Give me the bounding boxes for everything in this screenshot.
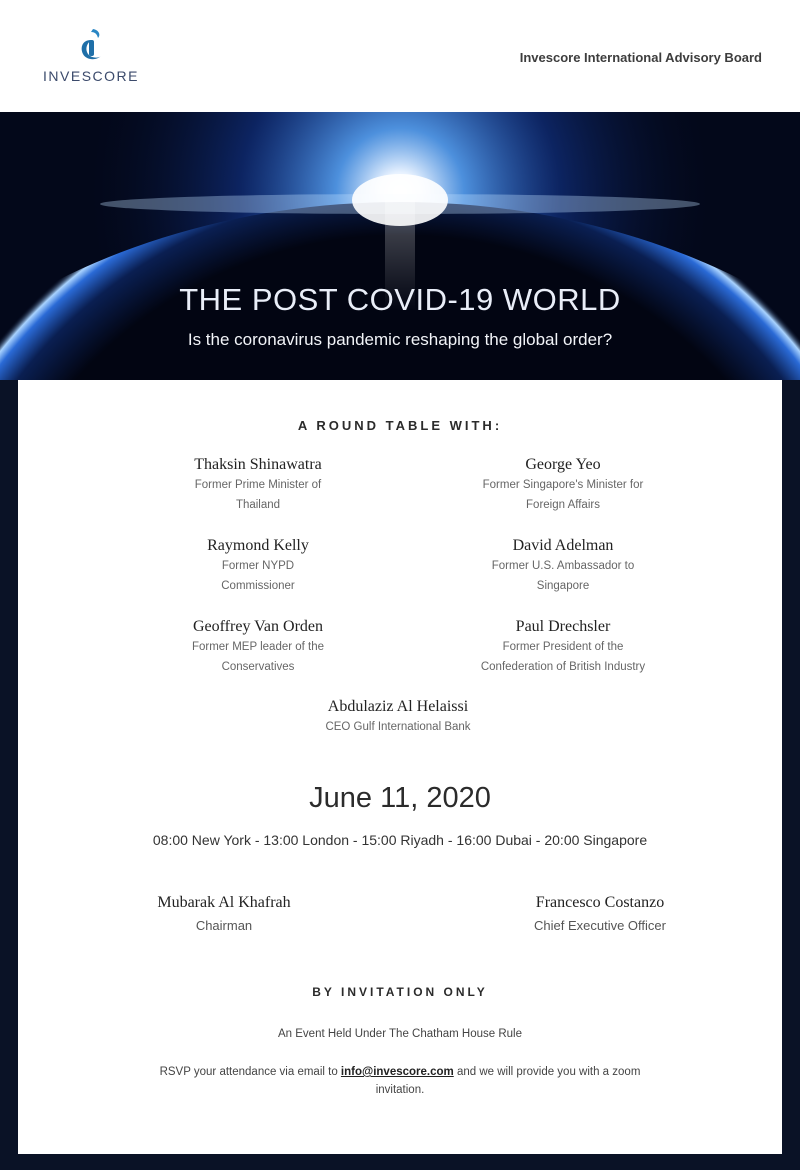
- host-name: Francesco Costanzo: [535, 894, 665, 911]
- event-subtitle: Is the coronavirus pandemic reshaping the global order?: [187, 330, 613, 349]
- speaker-role: Singapore: [536, 580, 590, 592]
- invitation-only-label: BY INVITATION ONLY: [312, 985, 488, 999]
- speaker-card: [258, 698, 538, 737]
- rsvp-email-link[interactable]: info@invescore.com: [340, 1066, 454, 1078]
- speaker-role: Foreign Affairs: [526, 499, 600, 511]
- logo-wordmark: INVESCORE: [43, 68, 139, 84]
- invitation-panel: [18, 380, 782, 1154]
- page-header: [0, 0, 800, 112]
- host-role: Chief Executive Officer: [534, 918, 666, 933]
- event-times: 08:00 New York - 13:00 London - 15:00 Riyadh - 16:00 Dubai - 20:00 Singapore: [152, 832, 648, 848]
- host-card: [490, 894, 710, 933]
- speaker-name: Geoffrey Van Orden: [192, 618, 324, 635]
- speaker-card: [118, 618, 398, 677]
- speaker-name: Abdulaziz Al Helaissi: [327, 698, 469, 715]
- speaker-card: [423, 537, 703, 596]
- round-table-heading: A ROUND TABLE WITH:: [297, 418, 503, 433]
- speaker-role: Confederation of British Industry: [480, 661, 646, 673]
- rsvp-text: and we will provide you with a zoom invitation.: [375, 1066, 641, 1096]
- hero-banner: [0, 112, 800, 380]
- speaker-card: [423, 456, 703, 515]
- speaker-name: Paul Drechsler: [515, 618, 611, 635]
- rsvp-note: [158, 1063, 642, 1099]
- chatham-house-note: An Event Held Under The Chatham House Rule: [278, 1028, 522, 1040]
- speaker-name: George Yeo: [525, 456, 601, 473]
- speaker-role: Former MEP leader of the: [191, 641, 325, 653]
- rsvp-text: RSVP your attendance via email to: [159, 1066, 341, 1078]
- host-card: [114, 894, 334, 933]
- header-title: Invescore International Advisory Board: [519, 50, 762, 65]
- speaker-role: Former Prime Minister of: [194, 479, 322, 491]
- speaker-role: Former Singapore's Minister for: [482, 479, 644, 491]
- host-role: Chairman: [195, 918, 253, 933]
- speaker-role: Thailand: [235, 499, 281, 511]
- speaker-role: Former President of the: [502, 641, 624, 653]
- speaker-card: [423, 618, 703, 677]
- invescore-logo[interactable]: [36, 26, 146, 84]
- host-name: Mubarak Al Khafrah: [157, 894, 291, 911]
- speaker-role: Commissioner: [221, 580, 295, 592]
- speaker-role: CEO Gulf International Bank: [325, 721, 471, 733]
- event-title: THE POST COVID-19 WORLD: [179, 282, 621, 317]
- speaker-name: Thaksin Shinawatra: [194, 456, 322, 473]
- invescore-logo-icon: [74, 26, 108, 64]
- speaker-card: [118, 537, 398, 596]
- speaker-role: Conservatives: [221, 661, 295, 673]
- event-date: June 11, 2020: [309, 782, 491, 814]
- speaker-role: Former NYPD: [221, 560, 295, 572]
- speaker-name: David Adelman: [512, 537, 614, 554]
- speaker-card: [118, 456, 398, 515]
- speaker-role: Former U.S. Ambassador to: [491, 560, 635, 572]
- speaker-name: Raymond Kelly: [207, 537, 309, 554]
